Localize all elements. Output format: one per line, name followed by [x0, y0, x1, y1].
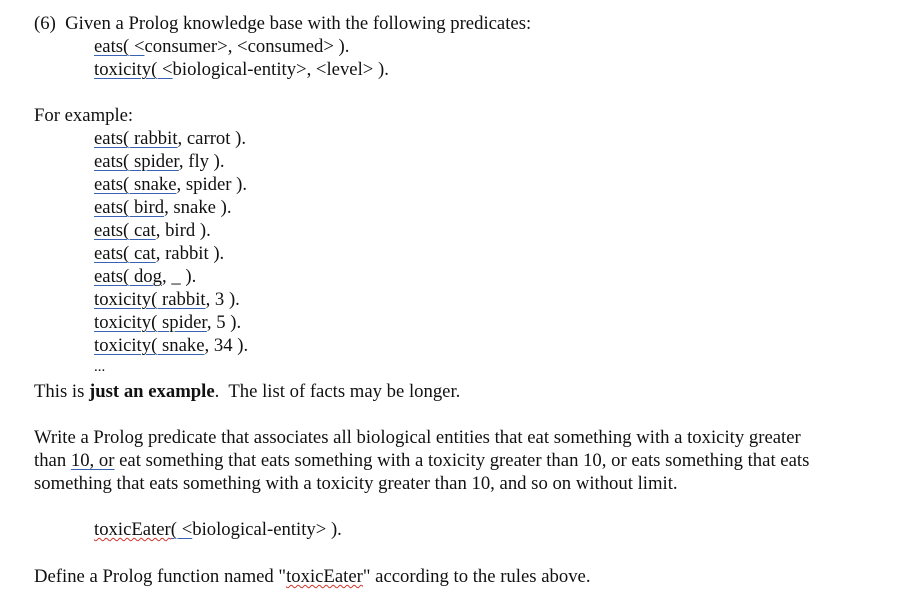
- fact-line: [94, 312, 241, 334]
- define-post: " according to the rules above.: [362, 566, 591, 587]
- question-intro: Given a Prolog knowledge base with the following predicates:: [65, 13, 532, 34]
- fact-rest: , 3 ).: [205, 289, 240, 310]
- fact-rest: , 5 ).: [206, 312, 242, 333]
- fact-line: [94, 197, 232, 219]
- fact-rest: , 34 ).: [204, 335, 249, 356]
- fact-rest: , carrot ).: [177, 128, 247, 149]
- predicate-eats: [94, 36, 349, 58]
- question-number: (6): [34, 13, 56, 34]
- signature-name: toxicEater: [94, 519, 171, 540]
- predicate-args: consumer>, <consumed> ).: [144, 36, 350, 57]
- predicate-head: toxicity( <: [94, 59, 173, 80]
- fact-head: eats( bird: [94, 197, 165, 218]
- ellipsis: ...: [94, 359, 106, 375]
- fact-head: eats( cat: [94, 220, 156, 241]
- example-heading: For example:: [34, 105, 134, 126]
- task-line-2-post: eat something that eats something with a toxicity greater than 10, or eats something that eats: [114, 450, 810, 471]
- fact-rest: , bird ).: [155, 220, 211, 241]
- fact-rest: , fly ).: [178, 151, 225, 172]
- fact-head: toxicity( rabbit: [94, 289, 206, 310]
- signature-paren: ( <: [170, 519, 193, 540]
- fact-line: [94, 128, 246, 150]
- question-header: [34, 13, 531, 35]
- fact-head: eats( spider: [94, 151, 179, 172]
- predicate-toxicity: [94, 59, 389, 81]
- task-line-2-underlined: 10, or: [70, 450, 115, 471]
- fact-head: eats( rabbit: [94, 128, 178, 149]
- fact-line: [94, 174, 247, 196]
- fact-rest: , rabbit ).: [155, 243, 225, 264]
- define-instruction: [34, 566, 591, 588]
- example-note: [34, 381, 460, 403]
- fact-line: [94, 243, 224, 265]
- note-bold: just an example: [89, 381, 215, 402]
- fact-head: eats( snake: [94, 174, 177, 195]
- task-line-2: [34, 450, 809, 472]
- define-name: toxicEater: [286, 566, 363, 587]
- fact-head: toxicity( snake: [94, 335, 205, 356]
- signature-rest: biological-entity> ).: [192, 519, 342, 540]
- fact-head: eats( dog: [94, 266, 162, 287]
- predicate-signature: [94, 519, 342, 541]
- fact-head: eats( cat: [94, 243, 156, 264]
- note-pre: This is: [34, 381, 90, 402]
- fact-head: toxicity( spider: [94, 312, 207, 333]
- fact-line: [94, 289, 240, 311]
- note-post: . The list of facts may be longer.: [214, 381, 461, 402]
- predicate-args: biological-entity>, <level> ).: [172, 59, 389, 80]
- task-line-2-pre: than: [34, 450, 71, 471]
- fact-rest: , _ ).: [161, 266, 197, 287]
- define-pre: Define a Prolog function named ": [34, 566, 287, 587]
- fact-line: [94, 266, 196, 288]
- fact-line: [94, 335, 248, 357]
- fact-line: [94, 220, 211, 242]
- predicate-head: eats( <: [94, 36, 145, 57]
- fact-rest: , snake ).: [164, 197, 232, 218]
- fact-rest: , spider ).: [176, 174, 248, 195]
- task-line-3: something that eats something with a toxicity greater than 10, and so on without limit.: [34, 473, 678, 494]
- fact-line: [94, 151, 225, 173]
- task-line-1: Write a Prolog predicate that associates all biological entities that eat something with a toxicity greater: [34, 427, 801, 448]
